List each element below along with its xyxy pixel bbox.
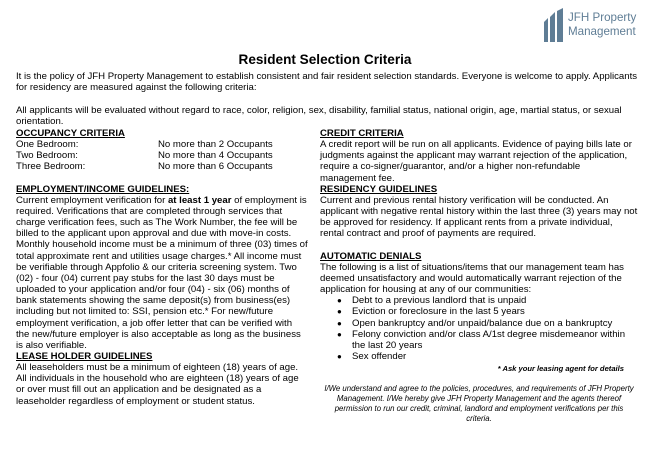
logo-line-1: JFH Property [568, 11, 637, 24]
page-title: Resident Selection Criteria [238, 52, 412, 67]
occupancy-unit: Three Bedroom: [16, 161, 86, 173]
nondiscrimination-paragraph: All applicants will be evaluated without regard to race, color, religion, sex, disability, familial status, national origin, age, martial status, or sexual orientation. [16, 105, 622, 128]
building-logo-icon [543, 8, 565, 42]
logo-line-2: Management [568, 24, 636, 38]
credit-text: A credit report will be run on all applicants. Evidence of paying bills late or judgments against the applicant may warrant rejection of the application, require a co-signer/guarantor, and/or a higher non-refundable management fee. [320, 139, 632, 184]
credit-heading: CREDIT CRITERIA [320, 128, 404, 139]
occupancy-unit: One Bedroom: [16, 139, 79, 151]
left-column [16, 128, 308, 407]
list-item: ● Felony conviction and/or class A/1st degree misdemeanor within the last 20 years [320, 329, 638, 351]
logo-wordmark [568, 11, 636, 38]
denials-heading: AUTOMATIC DENIALS [320, 250, 422, 262]
list-item: ● Eviction or foreclosure in the last 5 years [320, 306, 638, 317]
occupancy-heading: OCCUPANCY CRITERIA [16, 128, 125, 139]
occupancy-limit: No more than 4 Occupants [158, 150, 273, 162]
occupancy-table [16, 139, 308, 172]
right-column [320, 128, 638, 424]
employment-text [16, 195, 308, 351]
agreement-statement: I/We understand and agree to the policies, procedures, and requirements of JFH Property Management. I/We hereby give JFH Property Management and the agents thereof permission to run our credit, criminal, landlord and employment verifications per this criteria. [324, 384, 634, 424]
company-logo [543, 8, 645, 44]
employment-text-start: Current employment verification for [16, 194, 168, 206]
list-item: ● Debt to a previous landlord that is unpaid [320, 295, 638, 306]
denials-text: The following is a list of situations/items that our management team has deemed unsatisfactory and would automatically warrant rejection of the application for housing at any of our communities: [320, 261, 624, 296]
leasing-agent-note: * Ask your leasing agent for details [497, 364, 624, 374]
leaseholder-heading: LEASE HOLDER GUIDELINES [16, 350, 153, 362]
occupancy-limit: No more than 6 Occupants [158, 161, 273, 173]
employment-text-rest: of employment is required. Verifications that are completed through services that charge verification fees, such as The Work Number, the fee will be billed to the applicant upon approval and due with move-in costs. Monthly household income must be a minimum of three (03) times of total approximate rent and utilities usage charges.* All income must be verifiable through Appfolio & our criteria screening system. Two (02) - four (04) current pay stubs for the last 30 days must be uploaded to your application and/or four (04) - six (06) months of bank statements showing the same deposit(s) from business(es) including but not limited to: SSI, pension etc.* For new/future employment verification, a job offer letter that can be verified with the new/future employer is also acceptable as long as the business is also verifiable. [16, 194, 308, 351]
list-item: ● Open bankruptcy and/or unpaid/balance due on a bankruptcy [320, 318, 638, 329]
employment-requirement-emphasis: at least 1 year [167, 194, 232, 206]
occupancy-limit: No more than 2 Occupants [158, 139, 273, 151]
occupancy-unit: Two Bedroom: [16, 150, 78, 162]
occupancy-row [16, 139, 308, 150]
employment-heading: EMPLOYMENT/INCOME GUIDELINES: [16, 183, 190, 195]
residency-text: Current and previous rental history verification will be conducted. An applicant with negative rental history within the last three (3) years may not be approved for residency. If applicant rents from a private individual, rental contract and proof of payments are required. [320, 194, 638, 240]
denials-list [320, 295, 638, 362]
occupancy-row [16, 161, 308, 172]
intro-paragraph: It is the policy of JFH Property Management to establish consistent and fair resident selection standards. Everyone is welcome to apply. Applicants for residency are measured against the following criteria: [16, 71, 638, 94]
residency-heading: RESIDENCY GUIDELINES [320, 183, 438, 195]
list-item: ● Sex offender [320, 351, 638, 362]
leaseholder-text: All leaseholders must be a minimum of eighteen (18) years of age. All individuals in the household who are eighteen (18) years of age or over must fill out an application and be designated as a leaseholder regardless of employment or student status. [16, 362, 299, 407]
occupancy-row [16, 150, 308, 161]
